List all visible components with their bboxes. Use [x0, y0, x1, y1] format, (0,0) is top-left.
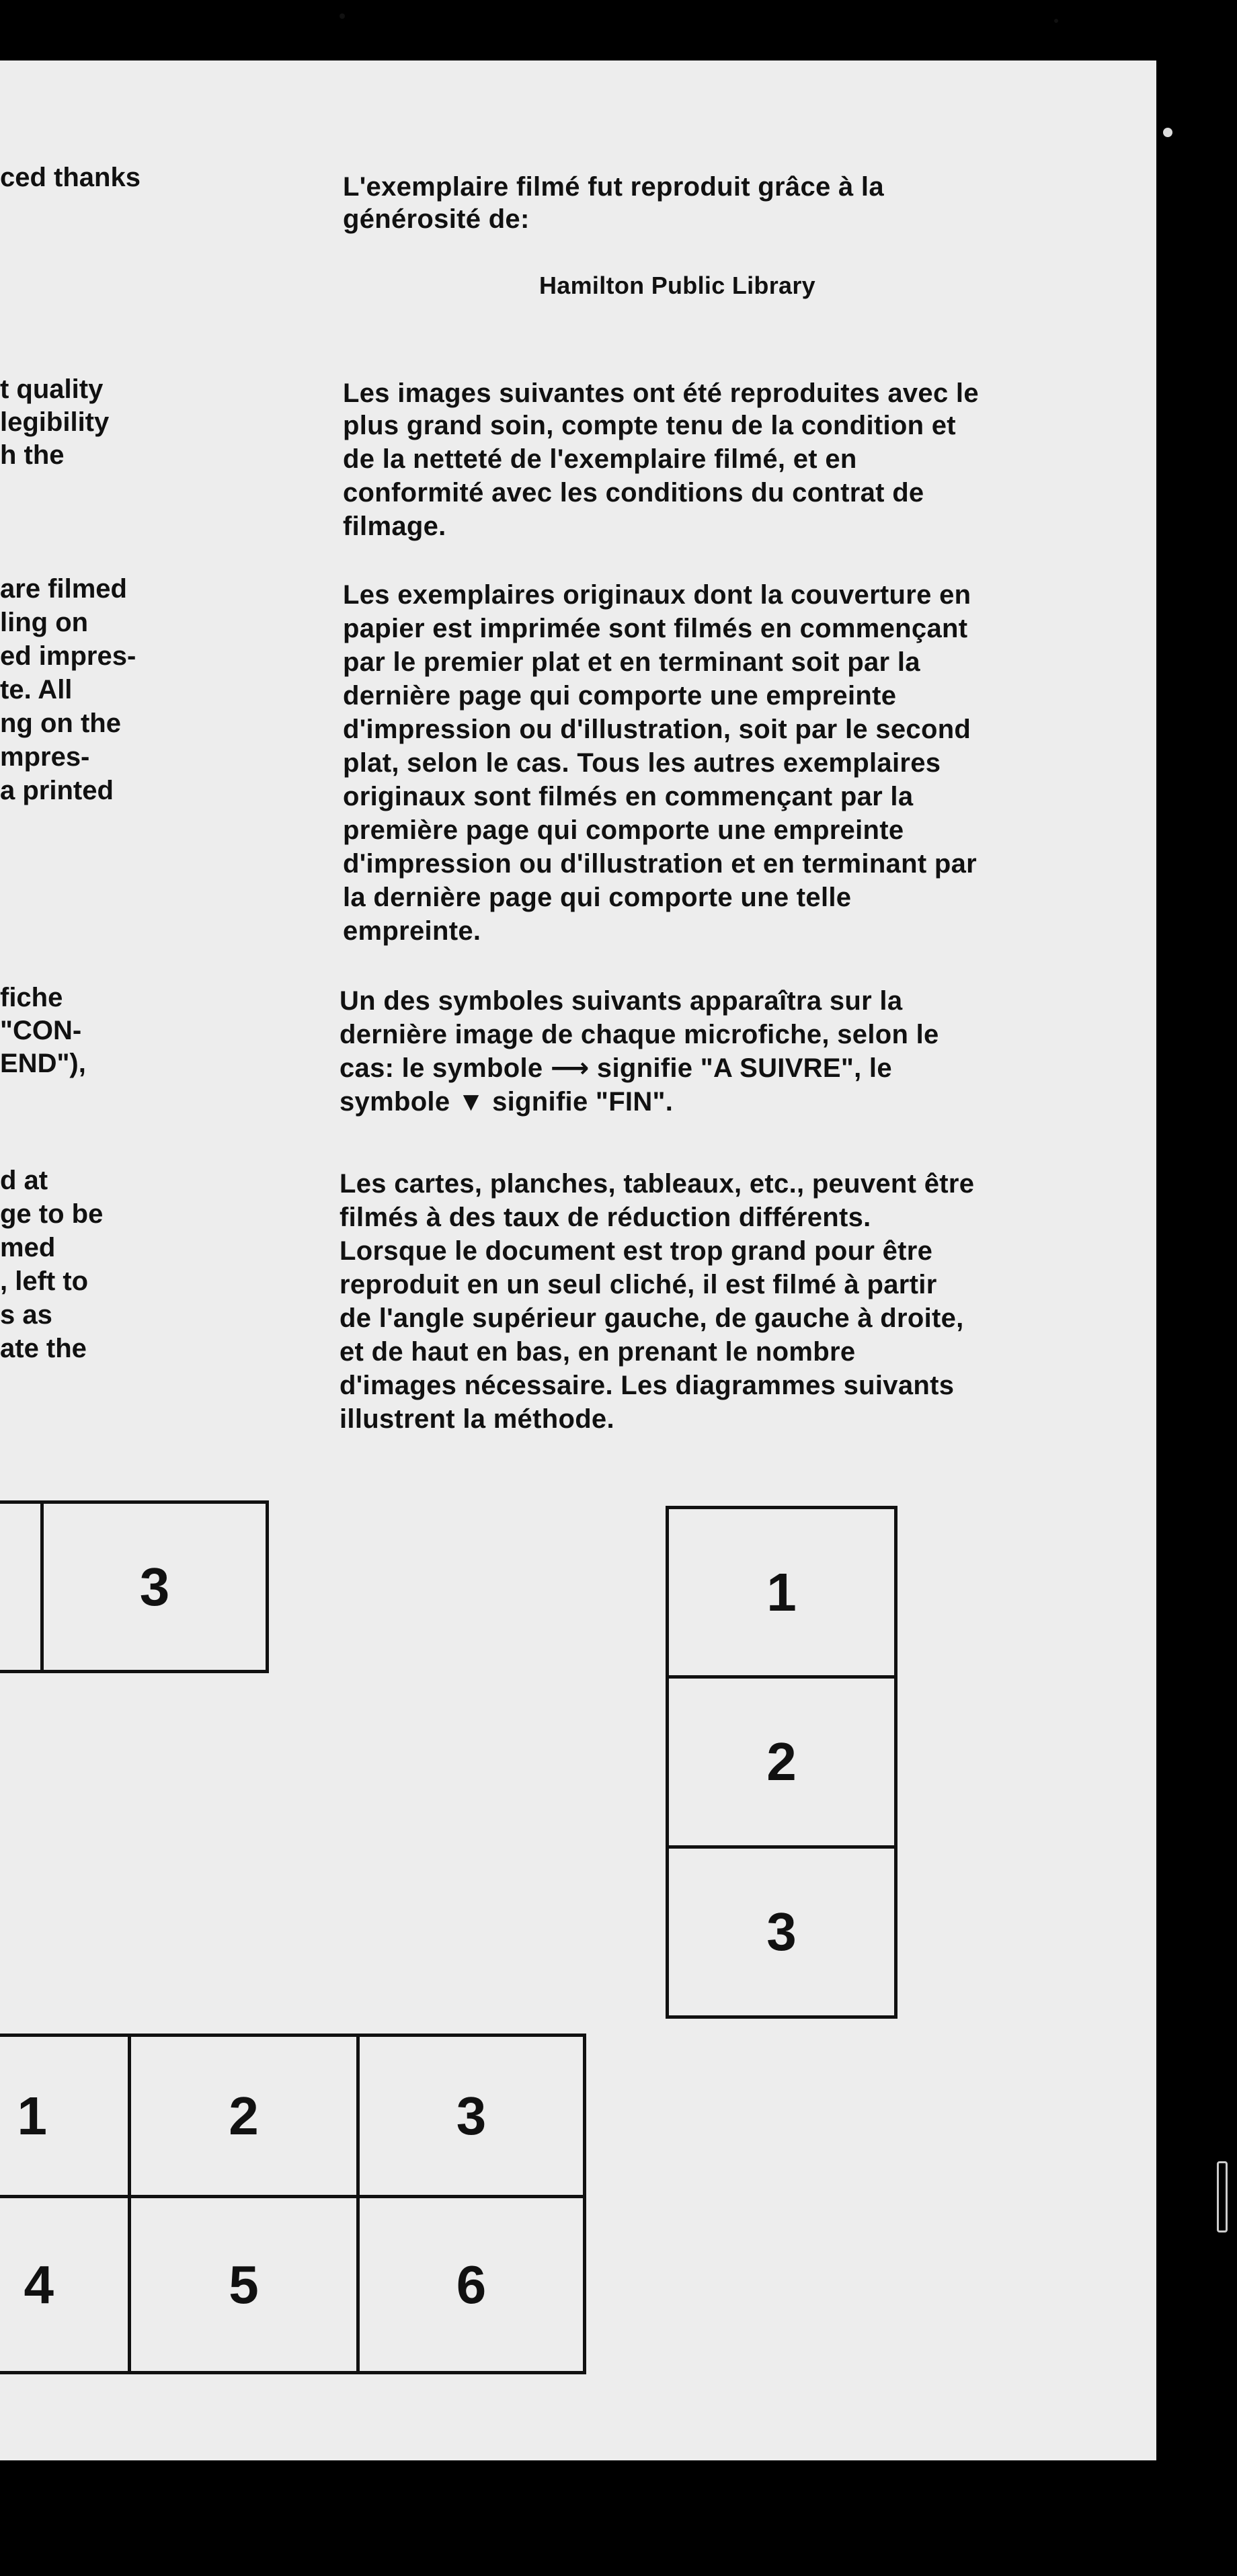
paragraph-line: originaux sont filmés en commençant par la [343, 782, 914, 811]
scan-speck [1217, 2161, 1228, 2232]
paragraph-line: la dernière page qui comporte une telle [343, 883, 852, 912]
diagram-cell: 1 [666, 1506, 897, 1679]
left-fragment: ng on the [0, 709, 121, 738]
left-fragment: ge to be [0, 1199, 104, 1229]
paragraph-line: dernière image de chaque microfiche, selon le [340, 1020, 939, 1049]
paragraph-line: d'images nécessaire. Les diagrammes suivants [340, 1371, 955, 1400]
left-fragment: t quality [0, 374, 104, 404]
left-fragment: s as [0, 1300, 52, 1330]
paragraph-line: dernière page qui comporte une empreinte [343, 681, 897, 711]
diagram-cell-cropped [0, 1500, 44, 1673]
intro-line: L'exemplaire filmé fut reproduit grâce à la [343, 172, 884, 202]
scan-speck [1163, 128, 1172, 137]
paragraph-line: première page qui comporte une empreinte [343, 815, 904, 845]
left-fragment: h the [0, 440, 65, 470]
left-fragment: fiche [0, 983, 63, 1012]
left-fragment: ling on [0, 608, 89, 637]
diagram-cell: 2 [128, 2034, 360, 2198]
library-name: Hamilton Public Library [539, 272, 815, 299]
left-fragment: legibility [0, 407, 110, 437]
left-fragment: are filmed [0, 574, 127, 604]
paragraph-line: papier est imprimée sont filmés en commençant [343, 614, 968, 643]
paragraph-line: de la netteté de l'exemplaire filmé, et en [343, 444, 857, 474]
document-page [0, 61, 1156, 2460]
diagram-cell: 6 [356, 2195, 586, 2374]
paragraph-line: illustrent la méthode. [340, 1404, 614, 1434]
left-fragment: a printed [0, 776, 114, 805]
scan-speck [1054, 19, 1058, 23]
left-fragment: END"), [0, 1049, 86, 1078]
left-fragment: , left to [0, 1266, 89, 1296]
diagram-cell: 3 [356, 2034, 586, 2198]
paragraph-line: symbole ▼ signifie "FIN". [340, 1087, 674, 1117]
paragraph-line: plat, selon le cas. Tous les autres exemplaires [343, 748, 941, 778]
left-fragment: ced thanks [0, 163, 141, 192]
scan-speck [340, 13, 345, 19]
intro-line: générosité de: [343, 204, 530, 234]
paragraph-line: d'impression ou d'illustration, soit par le second [343, 715, 971, 744]
left-fragment: "CON- [0, 1016, 82, 1045]
paragraph-line: par le premier plat et en terminant soit par la [343, 647, 920, 677]
left-fragment: te. All [0, 675, 73, 705]
paragraph-line: d'impression ou d'illustration et en terminant par [343, 849, 977, 879]
paragraph-line: cas: le symbole ⟶ signifie "A SUIVRE", le [340, 1053, 892, 1083]
paragraph-line: filmés à des taux de réduction différents. [340, 1203, 871, 1232]
paragraph-line: empreinte. [343, 916, 481, 946]
paragraph-line: et de haut en bas, en prenant le nombre [340, 1337, 856, 1367]
paragraph-line: Les images suivantes ont été reproduites avec le [343, 378, 979, 408]
diagram-cell: 4 [0, 2195, 131, 2374]
paragraph-line: de l'angle supérieur gauche, de gauche à droite, [340, 1303, 964, 1333]
diagram-cell: 2 [666, 1675, 897, 1849]
left-fragment: mpres- [0, 742, 90, 772]
paragraph-line: Un des symboles suivants apparaîtra sur la [340, 986, 903, 1016]
paragraph-line: reproduit en un seul cliché, il est filmé à partir [340, 1270, 937, 1299]
left-fragment: ate the [0, 1334, 87, 1363]
diagram-cell: 1 [0, 2034, 131, 2198]
left-fragment: d at [0, 1166, 48, 1195]
diagram-cell: 5 [128, 2195, 360, 2374]
left-fragment: med [0, 1233, 56, 1262]
left-fragment: ed impres- [0, 641, 136, 671]
paragraph-line: conformité avec les conditions du contrat de [343, 478, 924, 508]
paragraph-line: plus grand soin, compte tenu de la condition et [343, 411, 956, 440]
paragraph-line: Les cartes, planches, tableaux, etc., peuvent être [340, 1169, 975, 1199]
diagram-cell: 3 [40, 1500, 269, 1673]
paragraph-line: Lorsque le document est trop grand pour être [340, 1236, 933, 1266]
paragraph-line: Les exemplaires originaux dont la couverture en [343, 580, 971, 610]
diagram-cell: 3 [666, 1845, 897, 2019]
paragraph-line: filmage. [343, 512, 446, 541]
